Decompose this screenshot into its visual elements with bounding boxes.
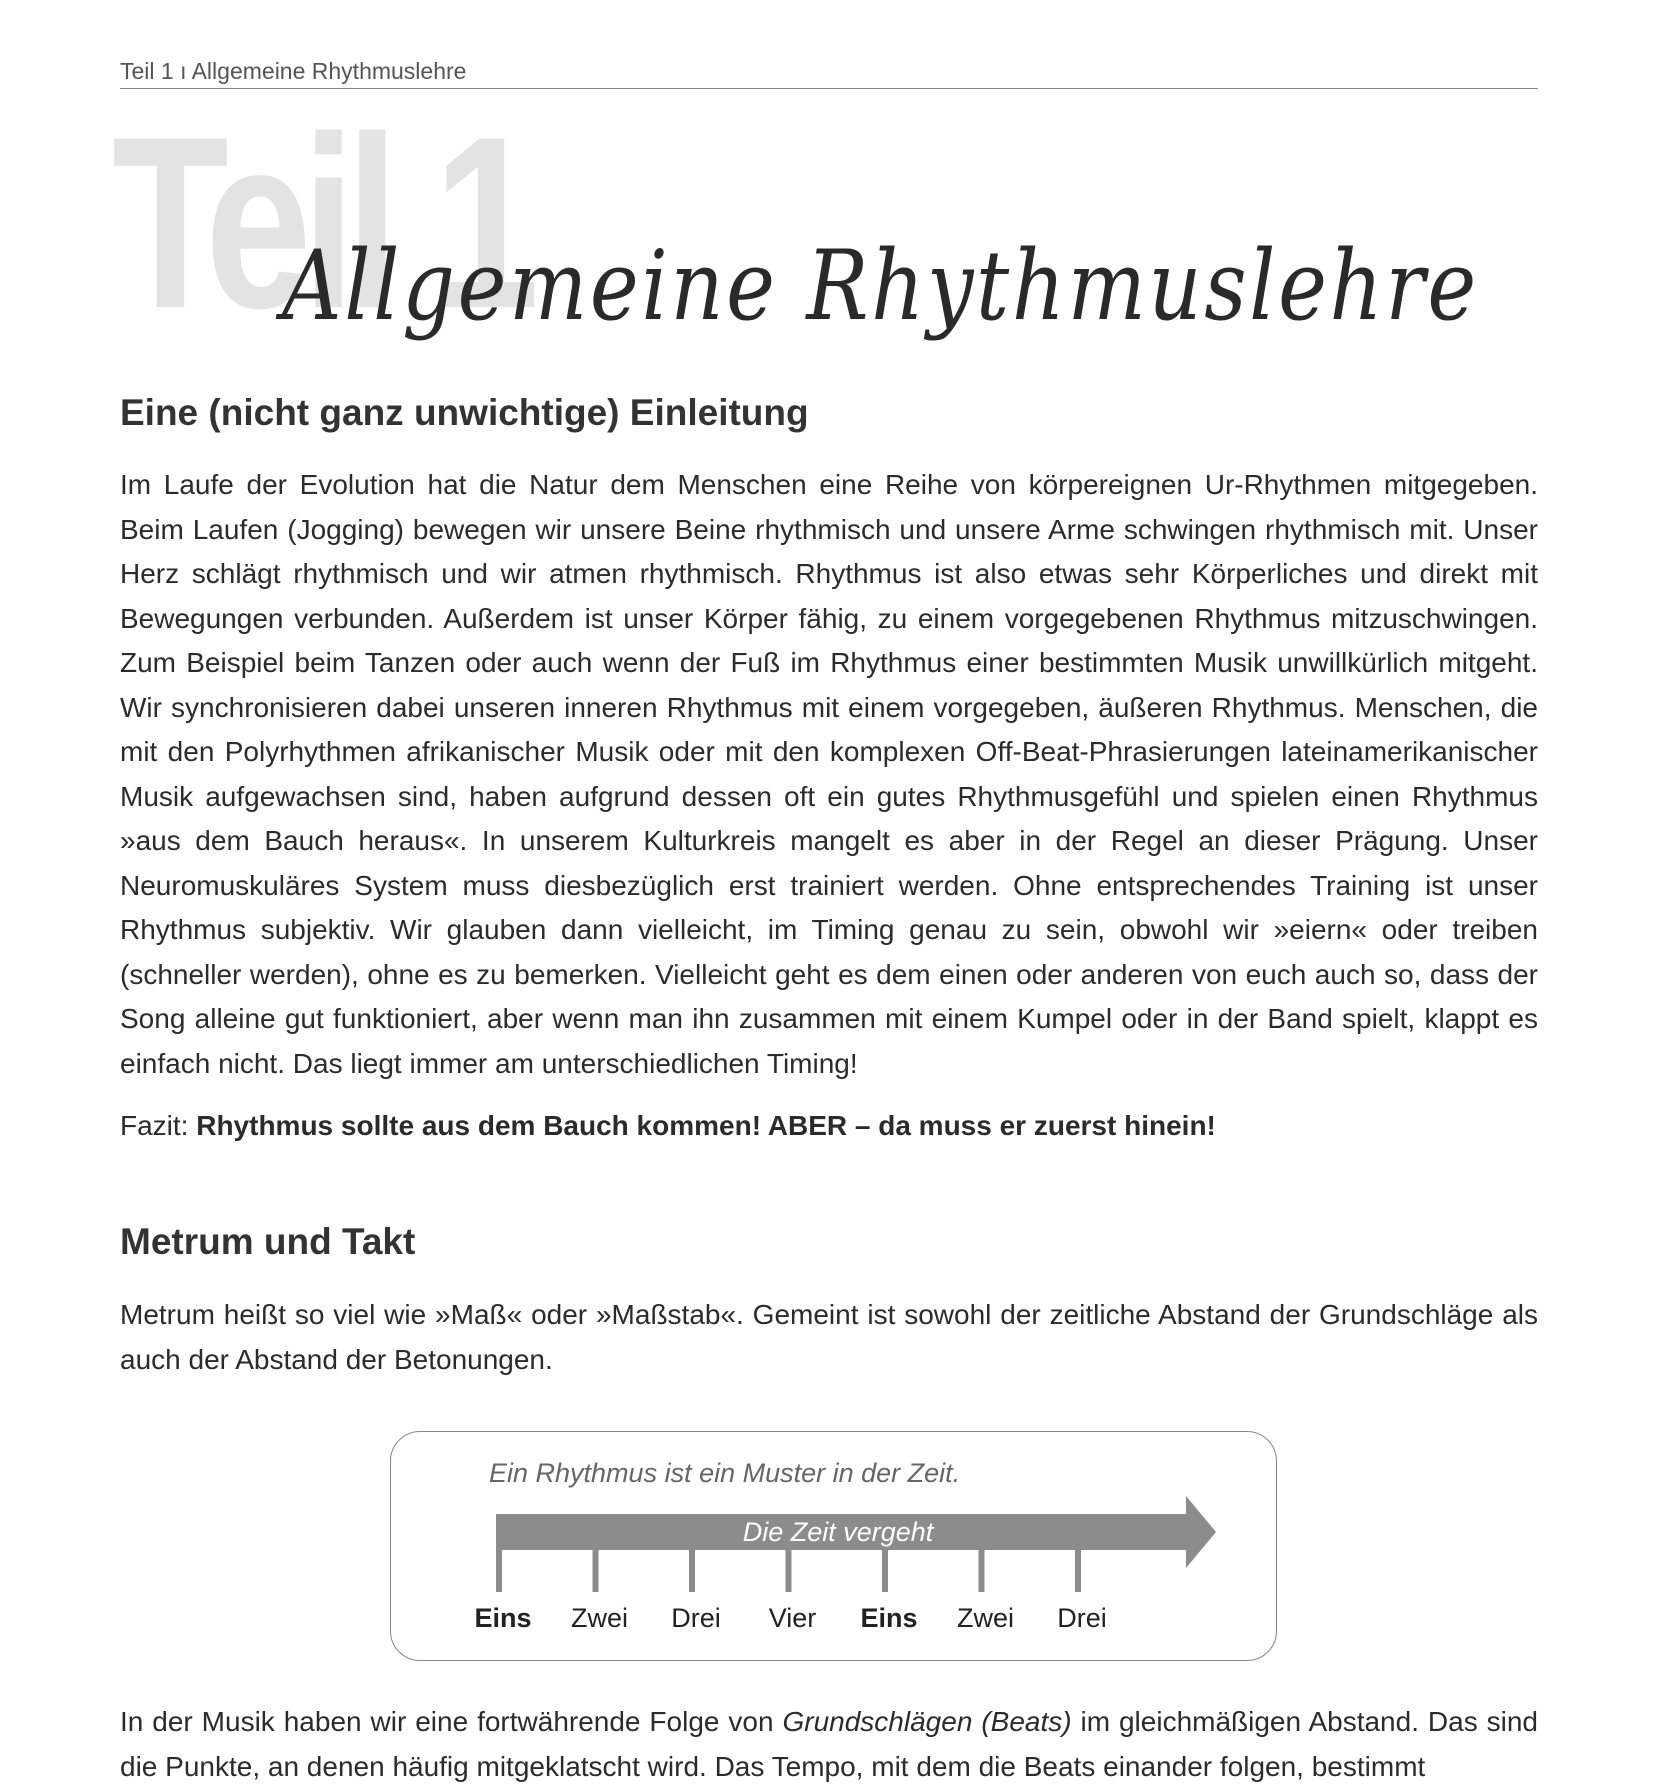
beats-paragraph [120,1700,1538,1789]
beats-text-before: In der Musik haben wir eine fortwährende Folge von [120,1706,783,1737]
chapter-title: Allgemeine Rhythmuslehre [282,230,1479,342]
beat-label: Zwei [570,1603,629,1633]
beat-label: Eins [860,1603,918,1633]
beat-label: Vier [768,1603,817,1633]
fazit [120,1110,1216,1142]
beats-text-after: im gleichmäßigen Abstand. Das sind die Punkte, an denen häufig mitgeklatscht wird. Das Tempo, mit dem die Beats einander folgen, bestimmt [120,1706,1538,1782]
beat-group [474,1550,1106,1633]
beats-emphasis: Grundschlägen (Beats) [782,1706,1072,1737]
arrow-label: Die Zeit vergeht [742,1517,934,1547]
section-title-metrum: Metrum und Takt [120,1221,416,1262]
beat-label: Zwei [956,1603,1015,1633]
beat-label: Eins [474,1603,532,1633]
fazit-label: Fazit: [120,1110,197,1141]
chapter-watermark: Teil 1 [112,85,531,359]
rhythm-diagram [390,1431,1277,1661]
beat-label: Drei [1057,1603,1107,1633]
beat-label: Drei [671,1603,721,1633]
diagram-caption: Ein Rhythmus ist ein Muster in der Zeit. [489,1458,961,1488]
fazit-text: Rhythmus sollte aus dem Bauch kommen! ABER – da muss er zuerst hinein! [196,1110,1216,1141]
rhythm-diagram-svg [391,1432,1278,1662]
intro-paragraph: Im Laufe der Evolution hat die Natur dem Menschen eine Reihe von körpereignen Ur-Rhythmen mitgegeben. Beim Laufen (Jogging) bewegen wir unsere Beine rhythmisch und unsere Arme schwingen rhythmisch mit. Unser Herz schlägt rhythmisch und wir atmen rhythmisch. Rhythmus ist also etwas sehr Körperliches und direkt mit Bewegungen verbunden. Außerdem ist unser Körper fähig, zu einem vorgegebenen Rhythmus mitzuschwingen. Zum Beispiel beim Tanzen oder auch wenn der Fuß im Rhythmus einer bestimmten Musik unwillkürlich mitgeht. Wir synchronisieren dabei unseren inneren Rhythmus mit einem vorgegeben, äußeren Rhythmus. Menschen, die mit den Polyrhythmen afrikanischer Musik oder mit den komplexen Off-Beat-Phrasierungen lateinamerikanischer Musik aufgewachsen sind, haben aufgrund dessen oft ein gutes Rhythmusgefühl und spielen einen Rhythmus »aus dem Bauch heraus«. In unserem Kulturkreis mangelt es aber in der Regel an dieser Prägung. Unser Neuromuskuläres System muss diesbezüglich erst trainiert werden. Ohne entsprechendes Training ist unser Rhythmus subjektiv. Wir glauben dann vielleicht, im Timing genau zu sein, obwohl wir »eiern« oder treiben (schneller werden), ohne es zu bemerken. Vielleicht geht es dem einen oder anderen von euch auch so, dass der Song alleine gut funktioniert, aber wenn man ihn zusammen mit einem Kumpel oder in der Band spielt, klappt es einfach nicht. Das liegt immer am unterschiedlichen Timing! [120,469,1538,1079]
section-title-einleitung: Eine (nicht ganz unwichtige) Einleitung [120,392,809,433]
running-header: Teil 1 ı Allgemeine Rhythmuslehre [120,58,467,84]
metrum-paragraph: Metrum heißt so viel wie »Maß« oder »Maßstab«. Gemeint ist sowohl der zeitliche Abstand der Grundschläge als auch der Abstand der Betonungen. [120,1299,1538,1375]
